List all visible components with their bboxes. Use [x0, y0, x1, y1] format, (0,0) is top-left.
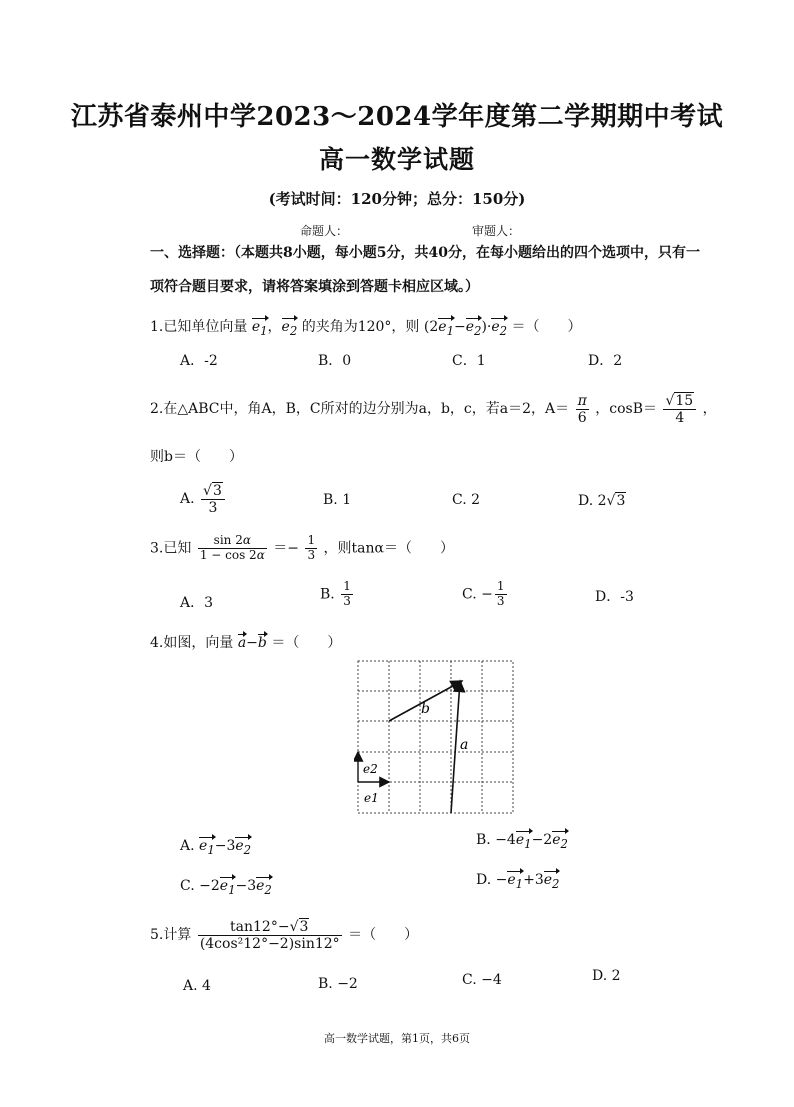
question-2: [150, 392, 717, 426]
question-4: 4.如图，向量 a−b ＝（ ）: [150, 635, 342, 651]
question-1: 1.已知单位向量 $e_1$，$e_2$ 的夹角为120°，则 $(2e_1-e_2)\cdot e_2$ ＝（ ）: [150, 319, 582, 338]
q5-option-a[interactable]: A. 4: [183, 978, 211, 994]
exam-info: (考试时间：120分钟；总分：150分): [268, 190, 526, 208]
question-5: [150, 918, 418, 952]
q3-option-b[interactable]: B. $\frac{1}{3}$: [320, 579, 351, 608]
reviewer-label: 审题人：: [472, 224, 521, 238]
exam-subtitle: 高一数学试题: [318, 145, 475, 174]
q2-suffix: ，: [702, 401, 717, 418]
q3-suffix: ，则tanα＝（ ）: [323, 540, 454, 557]
q3-option-a[interactable]: A．3: [180, 595, 214, 611]
q1-option-d[interactable]: D．2: [588, 353, 623, 369]
q2-mid: ，cosB＝: [595, 401, 657, 418]
q3-option-d[interactable]: D．-3: [595, 589, 634, 605]
page-footer: 高一数学试题，第1页，共6页: [324, 1032, 470, 1045]
q1-option-a[interactable]: A．-2: [180, 353, 218, 369]
exam-title: 江苏省泰州中学2023～2024学年度第二学期期中考试: [70, 102, 724, 132]
q2-option-a[interactable]: A. $\frac{√3}{3}$: [180, 482, 227, 516]
q5-option-c[interactable]: C. −4: [462, 972, 502, 988]
q2-prefix: 2.在△ABC中，角A，B，C所对的边分别为a，b，c，若a＝2，A＝: [150, 401, 570, 418]
q2-option-d[interactable]: D. 2√3: [578, 493, 626, 509]
q1-prefix: 1.已知单位向量: [150, 319, 248, 335]
q5-prefix: 5.计算: [150, 927, 192, 944]
q2-option-c[interactable]: C. 2: [452, 492, 481, 508]
q2-option-b[interactable]: B. 1: [323, 492, 352, 508]
grid-lines: [358, 661, 513, 813]
vector-e2: $e_2$: [281, 319, 298, 338]
q4-suffix: ＝（ ）: [271, 635, 342, 651]
vector-a-arrow: [451, 681, 460, 813]
label-a: a: [460, 737, 469, 753]
q4-stem: 4.如图，向量: [150, 635, 234, 651]
label-e1: e1: [364, 791, 379, 805]
q1-mid: 的夹角为120°，则: [301, 319, 420, 335]
q3-option-c[interactable]: C. − $\frac{1}{3}$: [462, 579, 505, 608]
question-3: 3.已知 $\frac{\sin 2\alpha}{1 - \cos 2\alpha}$ ＝− $\frac{1}{3}$ ，则tanα＝（ ）: [150, 533, 454, 562]
q1-option-c[interactable]: C．1: [452, 353, 486, 369]
section-heading-line1: 一、选择题：（本题共8小题，每小题5分，共40分，在每小题给出的四个选项中，只有一: [150, 245, 700, 261]
q3-mid: ＝−: [273, 540, 299, 557]
q5-option-d[interactable]: D. 2: [592, 968, 621, 984]
q3-fraction: $\frac{\sin 2\alpha}{1 - \cos 2\alpha}$: [199, 533, 265, 562]
q3-prefix: 3.已知: [150, 540, 192, 557]
label-e2: e2: [363, 762, 378, 776]
vector-grid-figure: [354, 657, 514, 815]
q5-option-b[interactable]: B. −2: [318, 976, 358, 992]
q2-cos-fraction: $\frac{√15}{4}$: [663, 392, 696, 426]
q4-option-d[interactable]: D. $-e_1+3e_2$: [476, 872, 560, 891]
q5-fraction: $\frac{\tan 12^\circ-√3}{\text{(4cos²12°−2)sin12°}}$: [199, 919, 340, 953]
vector-e1: $e_1$: [251, 319, 268, 338]
q1-suffix: ＝（ ）: [511, 319, 582, 335]
q5-suffix: ＝（ ）: [348, 927, 419, 944]
q2-line2: 则b＝（ ）: [150, 449, 243, 465]
label-b: b: [421, 701, 430, 717]
q4-option-b[interactable]: B. $-4e_1-2e_2$: [476, 832, 568, 851]
proposer-label: 命题人：: [300, 224, 349, 238]
q1-option-b[interactable]: B．0: [318, 353, 352, 369]
q4-option-c[interactable]: C. $-2e_1-3e_2$: [180, 878, 272, 897]
q4-option-a[interactable]: A. $e_1-3e_2$: [180, 838, 252, 857]
q1-expression: $(2e_1-e_2)\cdot e_2$: [423, 319, 508, 338]
q2-angle-fraction: $\frac{\pi}{6}$: [577, 392, 587, 426]
section-heading-line2: 项符合题目要求，请将答案填涂到答题卡相应区域。）: [150, 279, 479, 295]
